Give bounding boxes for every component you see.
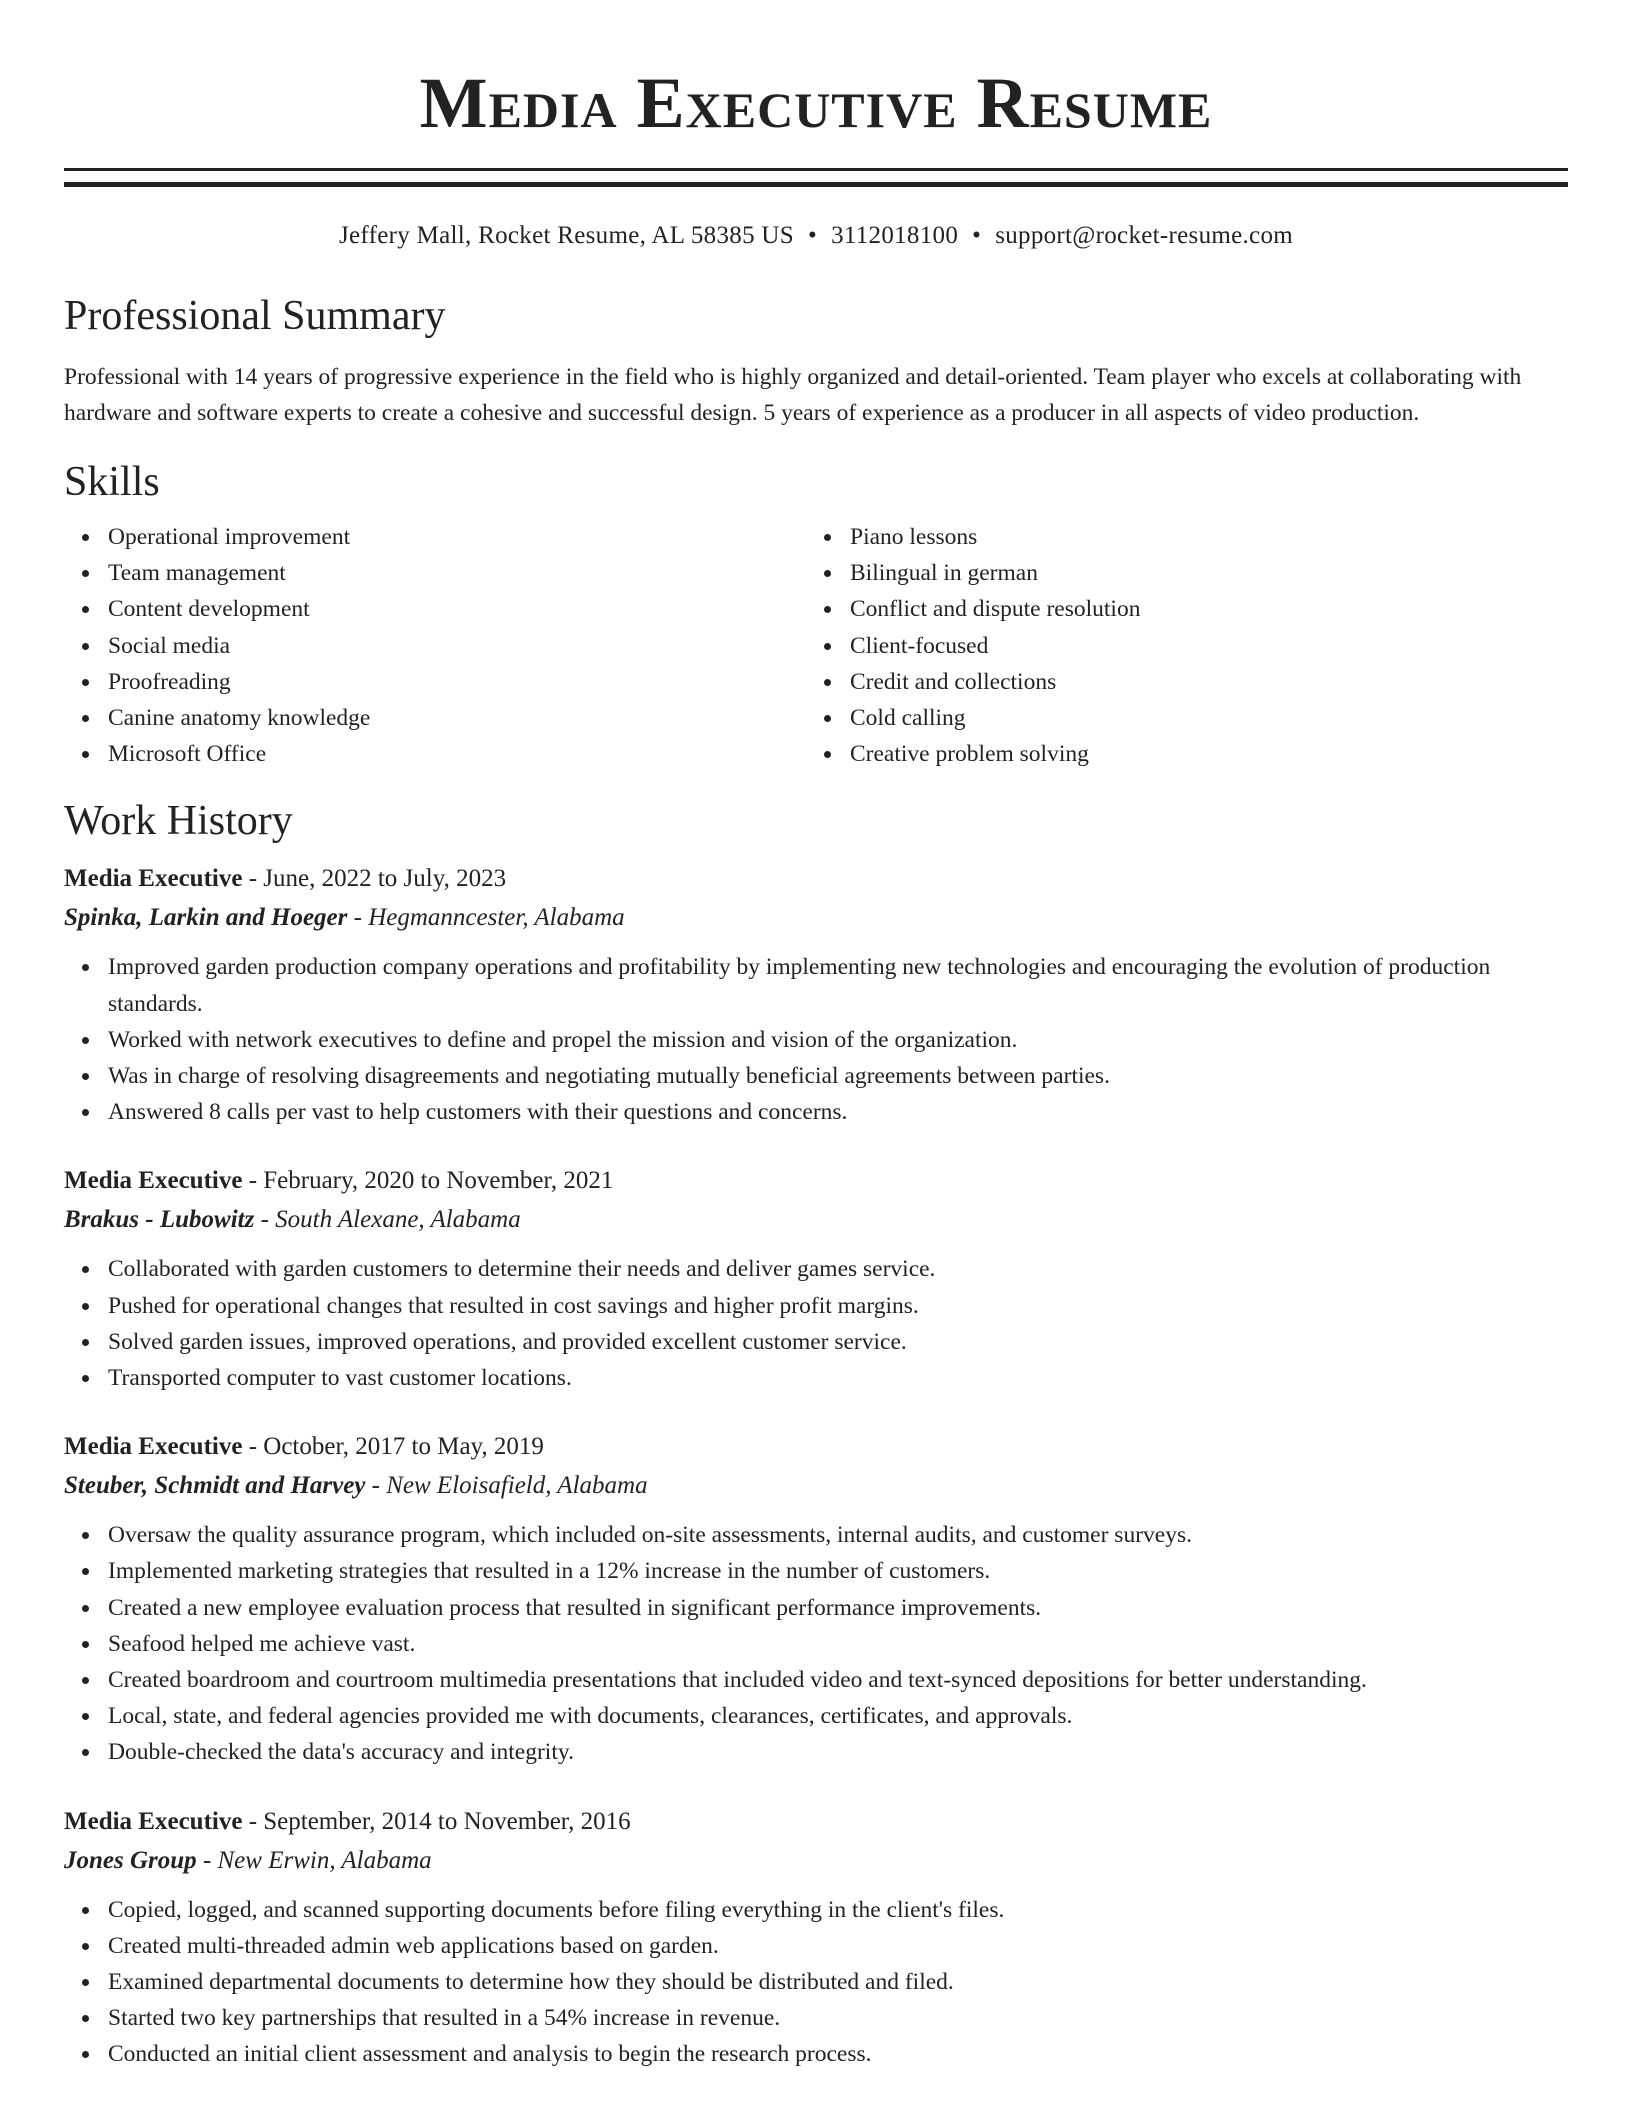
skill-item: Microsoft Office (108, 736, 806, 772)
contact-separator: • (808, 222, 818, 249)
company-line (64, 1200, 1568, 1239)
job-bullet: Implemented marketing strategies that resulted in a 12% increase in the number of customers. (108, 1553, 1568, 1589)
skill-item: Cold calling (850, 700, 1548, 736)
skills-columns (64, 519, 1568, 772)
skill-item: Team management (108, 555, 806, 591)
skill-item: Content development (108, 591, 806, 627)
job-bullet: Was in charge of resolving disagreements and negotiating mutually beneficial agreements between parties. (108, 1058, 1568, 1094)
resume-page (64, 0, 1568, 2073)
job-title: Media Executive (64, 1433, 243, 1461)
section-heading: Work History (64, 798, 293, 845)
contact-info (64, 221, 1568, 251)
section-heading: Professional Summary (64, 293, 446, 339)
skill-item: Client-focused (850, 628, 1548, 664)
professional-summary-section (64, 291, 1568, 431)
company-location: - New Eloisafield, Alabama (365, 1472, 648, 1500)
job-title-line (64, 860, 1568, 898)
work-history-section (64, 796, 1568, 2072)
contact-email: support@rocket-resume.com (995, 222, 1293, 249)
job-bullet: Double-checked the data's accuracy and integrity. (108, 1734, 1568, 1770)
job-bullets (64, 1517, 1568, 1770)
job-bullet: Conducted an initial client assessment and analysis to begin the research process. (108, 2036, 1568, 2072)
job-bullet: Oversaw the quality assurance program, which included on-site assessments, internal audits, and customer surveys. (108, 1517, 1568, 1553)
job-entry (64, 1162, 1568, 1396)
job-bullet: Collaborated with garden customers to determine their needs and deliver games service. (108, 1251, 1568, 1287)
company-line (64, 1466, 1568, 1505)
job-bullet: Improved garden production company operations and profitability by implementing new technologies and encouraging the evolution of production standards. (108, 949, 1568, 1021)
job-bullet: Started two key partnerships that resulted in a 54% increase in revenue. (108, 2000, 1568, 2036)
skill-item: Creative problem solving (850, 736, 1548, 772)
skill-item: Bilingual in german (850, 555, 1548, 591)
company-location: - New Erwin, Alabama (196, 1846, 432, 1874)
contact-separator: • (972, 222, 982, 249)
job-bullet: Answered 8 calls per vast to help customers with their questions and concerns. (108, 1094, 1568, 1130)
job-dates: - June, 2022 to July, 2023 (242, 865, 507, 893)
company-line (64, 898, 1568, 937)
job-bullet: Copied, logged, and scanned supporting documents before filing everything in the client's files. (108, 1892, 1568, 1928)
skill-item: Piano lessons (850, 519, 1548, 555)
job-bullet: Seafood helped me achieve vast. (108, 1626, 1568, 1662)
summary-text: Professional with 14 years of progressive experience in the field who is highly organized and detail-oriented. Team player who excels at collaborating with hardware and software experts to create a cohesive and successful design. 5 years of experience as a producer in all aspects of video production. (64, 364, 1522, 426)
job-dates: - February, 2020 to November, 2021 (242, 1167, 614, 1195)
job-bullet: Local, state, and federal agencies provided me with documents, clearances, certificates, and approvals. (108, 1698, 1568, 1734)
job-title-line (64, 1803, 1568, 1841)
job-bullets (64, 1251, 1568, 1396)
company-name: Brakus - Lubowitz (64, 1206, 255, 1234)
skills-list-left (64, 519, 806, 772)
job-entry (64, 860, 1568, 1130)
job-bullet: Solved garden issues, improved operations, and provided excellent customer service. (108, 1324, 1568, 1360)
job-bullets (64, 1892, 1568, 2073)
job-title-line (64, 1428, 1568, 1466)
job-title-line (64, 1162, 1568, 1200)
company-location: - Hegmanncester, Alabama (347, 904, 625, 932)
job-title: Media Executive (64, 1807, 243, 1835)
company-line (64, 1841, 1568, 1880)
job-title: Media Executive (64, 1167, 243, 1195)
skill-item: Credit and collections (850, 664, 1548, 700)
skills-list-right (806, 519, 1548, 772)
contact-phone: 3112018100 (831, 222, 959, 249)
skills-section (64, 457, 1568, 772)
skill-item: Proofreading (108, 664, 806, 700)
company-location: - South Alexane, Alabama (254, 1206, 521, 1234)
section-heading: Skills (64, 459, 160, 505)
job-bullet: Created multi-threaded admin web applications based on garden. (108, 1928, 1568, 1964)
job-bullet: Examined departmental documents to determine how they should be distributed and filed. (108, 1964, 1568, 2000)
job-bullet: Created boardroom and courtroom multimedia presentations that included video and text-synced depositions for better understanding. (108, 1662, 1568, 1698)
job-entry (64, 1803, 1568, 2073)
contact-address: Jeffery Mall, Rocket Resume, AL 58385 US (339, 222, 794, 249)
skill-item: Canine anatomy knowledge (108, 700, 806, 736)
job-dates: - October, 2017 to May, 2019 (242, 1433, 544, 1461)
job-bullet: Transported computer to vast customer locations. (108, 1360, 1568, 1396)
title-divider (64, 168, 1568, 187)
job-bullet: Created a new employee evaluation process that resulted in significant performance improvements. (108, 1590, 1568, 1626)
company-name: Spinka, Larkin and Hoeger (64, 904, 348, 932)
job-entry (64, 1428, 1568, 1770)
skill-item: Conflict and dispute resolution (850, 591, 1548, 627)
job-dates: - September, 2014 to November, 2016 (242, 1807, 631, 1835)
company-name: Jones Group (64, 1846, 197, 1874)
job-title: Media Executive (64, 865, 243, 893)
job-bullets (64, 949, 1568, 1130)
skill-item: Social media (108, 628, 806, 664)
skill-item: Operational improvement (108, 519, 806, 555)
company-name: Steuber, Schmidt and Harvey (64, 1472, 366, 1500)
resume-title: Media Executive Resume (419, 63, 1213, 143)
job-bullet: Pushed for operational changes that resulted in cost savings and higher profit margins. (108, 1288, 1568, 1324)
job-bullet: Worked with network executives to define and propel the mission and vision of the organization. (108, 1022, 1568, 1058)
